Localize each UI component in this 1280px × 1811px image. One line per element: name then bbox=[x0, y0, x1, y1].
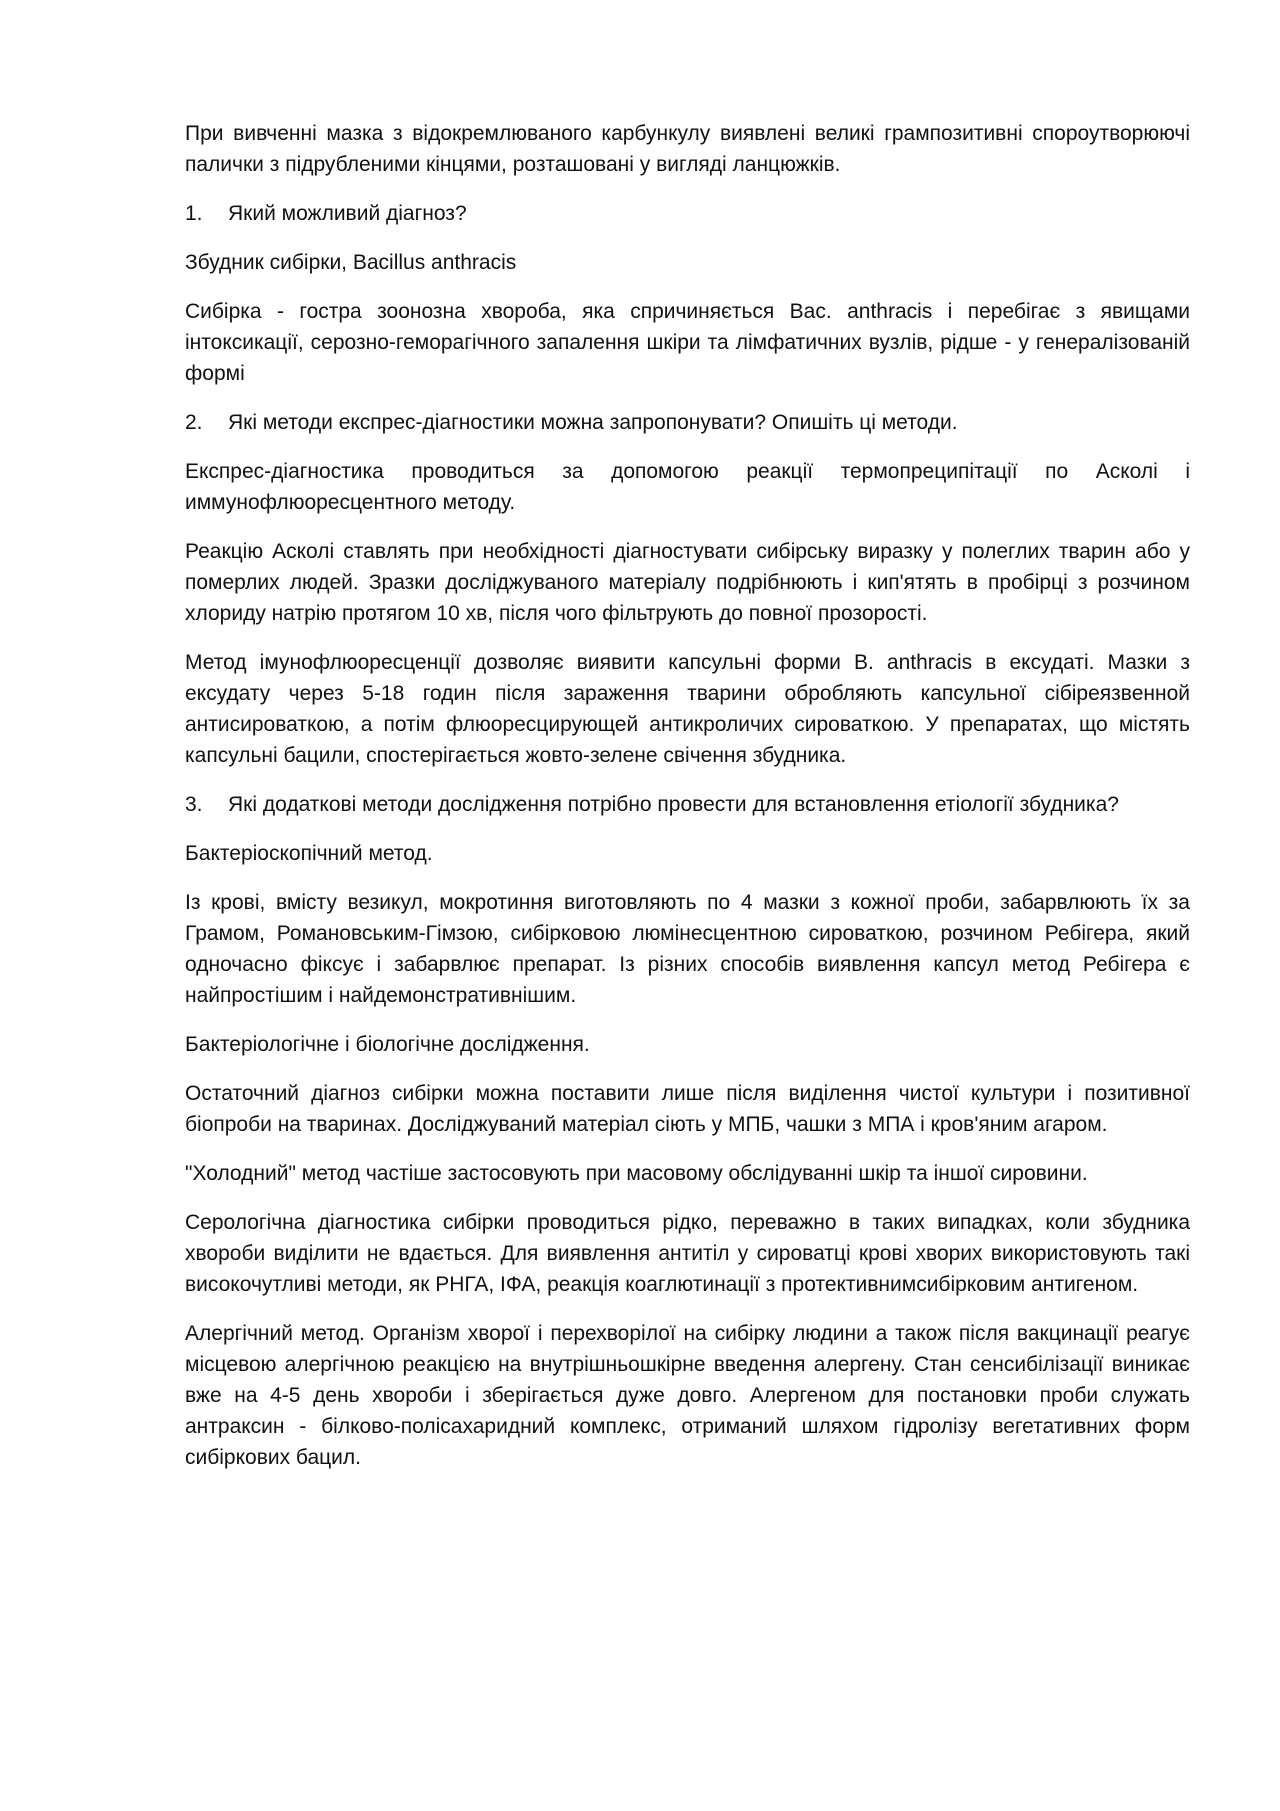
bacterioscopic-text: Із крові, вмісту везикул, мокротиння виготовляють по 4 мазки з кожної проби, забарвлюють їх за Грамом, Романовським-Гімзою, сибірковою люмінесцентною сироваткою, розчином Ребігера, який одночасно фіксує і забарвлює препарат. Із різних способів виявлення капсул метод Ребігера є найпростішим і найдемонстративнішим. bbox=[185, 891, 1190, 1007]
bacterioscopic-title: Бактеріоскопічний метод. bbox=[185, 842, 433, 865]
question-1-text: Який можливий діагноз? bbox=[228, 202, 467, 225]
question-1-number: 1. bbox=[185, 202, 203, 225]
serological-text: Серологічна діагностика сибірки проводиться рідко, переважно в таких випадках, коли збудника хвороби виділити не вдається. Для виявлення антитіл у сироватці крові хворих використовують такі високочутливі методи, як РНГА, ІФА, реакція коаглютинації з протективнимсибірковим антигеном. bbox=[185, 1211, 1190, 1296]
question-2-number: 2. bbox=[185, 411, 203, 434]
answer-1-diagnosis: Збудник сибірки, Bacillus anthracis bbox=[185, 251, 517, 274]
document-page bbox=[185, 118, 1190, 1491]
question-3 bbox=[185, 789, 1190, 820]
answer-2-intro: Експрес-діагностика проводиться за допомогою реакції термопреципітації по Асколі і иммунофлюоресцентного методу. bbox=[185, 460, 1190, 514]
question-3-number: 3. bbox=[185, 793, 203, 816]
question-1 bbox=[185, 198, 1190, 229]
question-2 bbox=[185, 407, 1190, 438]
question-3-text: Які додаткові методи дослідження потрібно провести для встановлення етіології збудника? bbox=[228, 793, 1119, 816]
allergic-method-text: Алергічний метод. Організм хворої і перехворілої на сибірку людини а також після вакцинації реагує місцевою алергічною реакцією на внутрішньошкірне введення алергену. Стан сенсибілізації виникає вже на 4-5 день хвороби і зберігається дуже довго. Алергеном для постановки проби служать антраксин - білково-полісахаридний комплекс, отриманий шляхом гідролізу вегетативних форм сибіркових бацил. bbox=[185, 1322, 1190, 1469]
answer-1-description: Сибірка - гостра зоонозна хвороба, яка спричиняється Bac. anthracis і перебігає з явищами інтоксикації, серозно-геморагічного запалення шкіри та лімфатичних вузлів, рідше - у генералізованій формі bbox=[185, 300, 1190, 385]
bacteriological-text: Остаточний діагноз сибірки можна поставити лише після виділення чистої культури і позитивної біопроби на тваринах. Досліджуваний матеріал сіють у МПБ, чашки з МПА і кров'яним агаром. bbox=[185, 1082, 1190, 1136]
cold-method-text: "Холодний" метод частіше застосовують при масовому обслідуванні шкір та іншої сировини. bbox=[185, 1162, 1088, 1185]
bacteriological-title: Бактеріологічне і біологічне дослідження. bbox=[185, 1033, 590, 1056]
intro-paragraph: При вивченні мазка з відокремлюваного карбункулу виявлені великі грампозитивні спороутворюючі палички з підрубленими кінцями, розташовані у вигляді ланцюжків. bbox=[185, 122, 1190, 176]
answer-2-immunofluorescence: Метод імунофлюоресценції дозволяє виявити капсульні форми B. anthracis в ексудаті. Мазки з ексудату через 5-18 годин після зараження тварини обробляють капсульної сібіреязвенной антисироваткою, а потім флюоресцирующей антикроличих сироваткою. У препаратах, що містять капсульні бацили, спостерігається жовто-зелене свічення збудника. bbox=[185, 651, 1190, 767]
question-2-text: Які методи експрес-діагностики можна запропонувати? Опишіть ці методи. bbox=[228, 411, 958, 434]
answer-2-ascoli: Реакцію Асколі ставлять при необхідності діагностувати сибірську виразку у полеглих тварин або у померлих людей. Зразки досліджуваного матеріалу подрібнюють і кип'ятять в пробірці з розчином хлориду натрію протягом 10 хв, після чого фільтрують до повної прозорості. bbox=[185, 540, 1190, 625]
